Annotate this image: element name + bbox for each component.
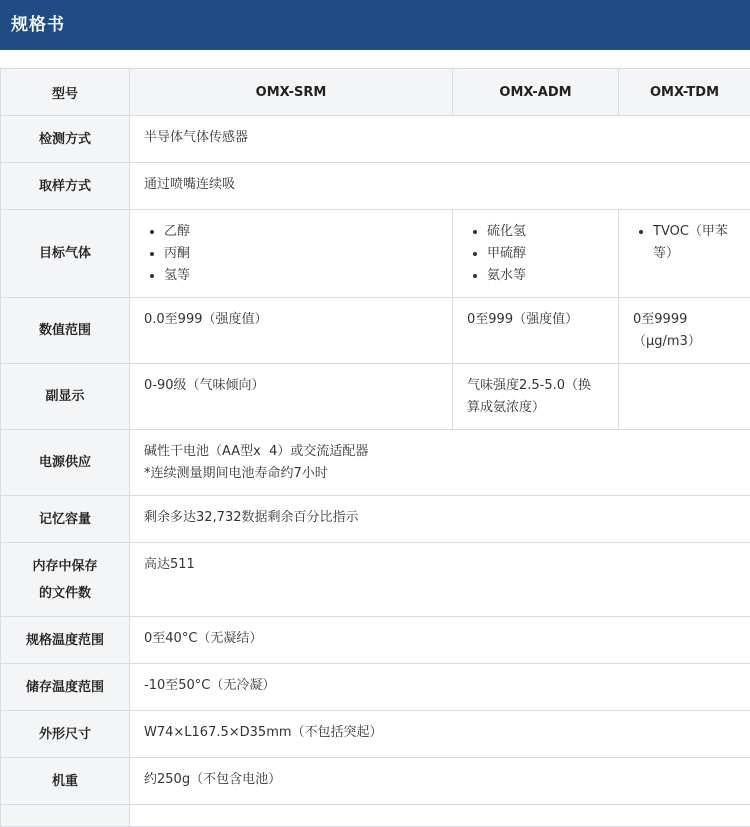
target-gas-adm <box>453 210 619 298</box>
row-label-sub-display: 副显示 <box>1 364 130 430</box>
value-range-tdm: 0至9999（μg/m3） <box>619 298 750 364</box>
files-label-line-1: 内存中保存 <box>1 553 129 580</box>
row-label-weight: 机重 <box>1 758 130 805</box>
power-supply-value <box>130 430 750 496</box>
table-row-sub-display <box>1 364 750 430</box>
table-row-detection-method <box>1 116 750 163</box>
target-gas-tdm-list <box>633 221 736 265</box>
table-row-operating-temp <box>1 617 750 664</box>
row-label-partial <box>1 805 130 827</box>
row-label-memory-capacity: 记忆容量 <box>1 496 130 543</box>
row-label-value-range: 数值范围 <box>1 298 130 364</box>
files-label-line-2: 的文件数 <box>1 580 129 607</box>
list-item: • 甲硫醇 <box>487 243 604 265</box>
row-label-files-in-memory <box>1 543 130 617</box>
list-item: • 硫化氢 <box>487 221 604 243</box>
model-header-adm: OMX-ADM <box>453 69 619 116</box>
page-title: 规格书 <box>11 13 65 37</box>
weight-value: 约250g（不包含电池） <box>130 758 750 805</box>
table-row-partial <box>1 805 750 827</box>
dimensions-value: W74×L167.5×D35mm（不包括突起） <box>130 711 750 758</box>
sub-display-tdm <box>619 364 750 430</box>
partial-row-value <box>130 805 750 827</box>
sub-display-srm: 0-90级（气味倾向） <box>130 364 453 430</box>
table-row-power-supply <box>1 430 750 496</box>
page-header <box>0 0 750 50</box>
target-gas-srm-list <box>144 221 438 287</box>
row-label-operating-temp: 规格温度范围 <box>1 617 130 664</box>
model-header-srm: OMX-SRM <box>130 69 453 116</box>
target-gas-adm-list <box>467 221 604 287</box>
spec-table <box>0 68 750 827</box>
list-item: • TVOC（甲苯等） <box>653 221 736 265</box>
operating-temp-value: 0至40°C（无凝结） <box>130 617 750 664</box>
list-item: • 氨水等 <box>487 265 604 287</box>
value-range-adm: 0至999（强度值） <box>453 298 619 364</box>
storage-temp-value: -10至50°C（无冷凝） <box>130 664 750 711</box>
table-row-sampling-method <box>1 163 750 210</box>
row-label-storage-temp: 储存温度范围 <box>1 664 130 711</box>
row-label-sampling-method: 取样方式 <box>1 163 130 210</box>
table-row-storage-temp <box>1 664 750 711</box>
files-in-memory-value: 高达511 <box>130 543 750 617</box>
row-label-power-supply: 电源供应 <box>1 430 130 496</box>
row-label-detection-method: 检测方式 <box>1 116 130 163</box>
power-supply-line-1: 碱性干电池（AA型x 4）或交流适配器 <box>144 441 736 463</box>
row-label-model: 型号 <box>1 69 130 116</box>
list-item: • 丙酮 <box>164 243 438 265</box>
power-supply-line-2: *连续测量期间电池寿命约7小时 <box>144 463 736 485</box>
table-row-model <box>1 69 750 116</box>
table-row-dimensions <box>1 711 750 758</box>
sub-display-adm: 气味强度2.5-5.0（换算成氨浓度） <box>453 364 619 430</box>
memory-capacity-value: 剩余多达32,732数据剩余百分比指示 <box>130 496 750 543</box>
table-row-value-range <box>1 298 750 364</box>
target-gas-srm <box>130 210 453 298</box>
table-row-files-in-memory <box>1 543 750 617</box>
table-row-memory-capacity <box>1 496 750 543</box>
sampling-method-value: 通过喷嘴连续吸 <box>130 163 750 210</box>
list-item: • 氢等 <box>164 265 438 287</box>
value-range-srm: 0.0至999（强度值） <box>130 298 453 364</box>
row-label-target-gas: 目标气体 <box>1 210 130 298</box>
detection-method-value: 半导体气体传感器 <box>130 116 750 163</box>
row-label-dimensions: 外形尺寸 <box>1 711 130 758</box>
list-item: • 乙醇 <box>164 221 438 243</box>
model-header-tdm: OMX-TDM <box>619 69 750 116</box>
table-row-weight <box>1 758 750 805</box>
table-row-target-gas <box>1 210 750 298</box>
target-gas-tdm <box>619 210 750 298</box>
